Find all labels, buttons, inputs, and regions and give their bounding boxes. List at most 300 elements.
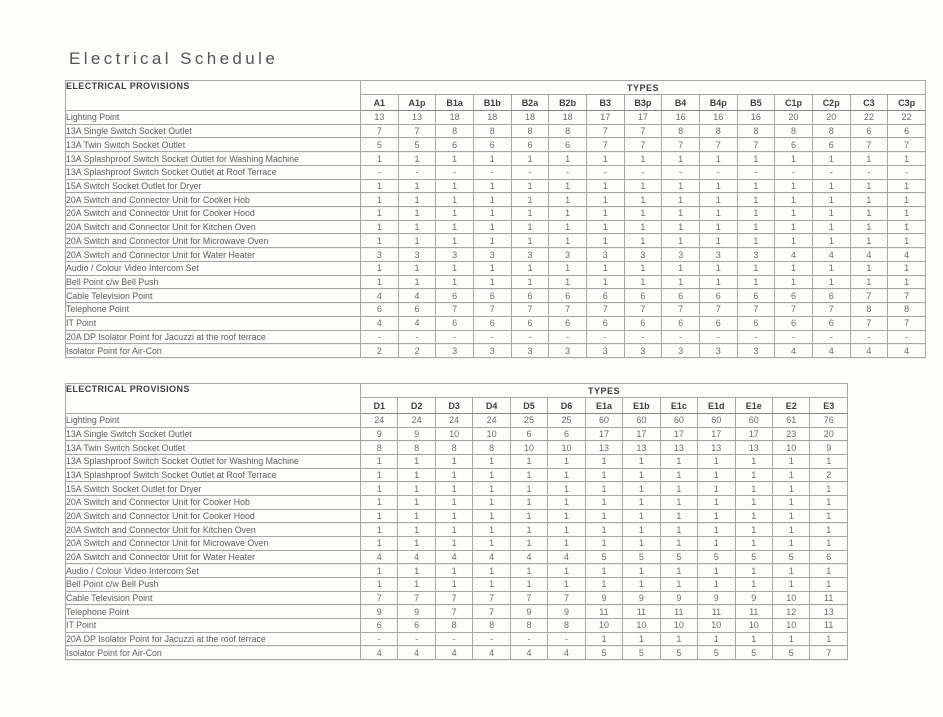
cell-value: 5 (623, 646, 660, 660)
cell-value: 1 (624, 220, 662, 234)
cell-value: 6 (850, 124, 888, 138)
row-label: 20A Switch and Connector Unit for Kitchen Oven (66, 523, 361, 537)
row-label: 15A Switch Socket Outlet for Dryer (66, 482, 361, 496)
table-row (66, 207, 926, 221)
cell-value: 1 (888, 275, 926, 289)
column-header: B1a (436, 95, 474, 111)
cell-value: 1 (698, 632, 735, 646)
cell-value: 6 (699, 289, 737, 303)
cell-value: 1 (775, 207, 813, 221)
cell-value: 7 (699, 303, 737, 317)
cell-value: 1 (888, 261, 926, 275)
cell-value: 1 (624, 261, 662, 275)
row-label: Cable Television Point (66, 591, 361, 605)
cell-value: 1 (624, 207, 662, 221)
cell-value: 1 (772, 468, 809, 482)
cell-value: 22 (850, 111, 888, 125)
cell-value: 1 (624, 152, 662, 166)
cell-value: 1 (549, 179, 587, 193)
cell-value: 1 (510, 536, 547, 550)
cell-value: 2 (810, 468, 848, 482)
cell-value: 1 (699, 207, 737, 221)
cell-value: 1 (549, 207, 587, 221)
table-row (66, 248, 926, 262)
provisions-header: ELECTRICAL PROVISIONS (66, 81, 361, 111)
cell-value: 3 (549, 248, 587, 262)
cell-value: 1 (735, 523, 772, 537)
cell-value: 9 (361, 427, 398, 441)
cell-value: 4 (361, 646, 398, 660)
table-row (66, 454, 848, 468)
cell-value: 1 (699, 261, 737, 275)
table-row (66, 111, 926, 125)
cell-value: 6 (775, 289, 813, 303)
cell-value: 6 (586, 316, 624, 330)
cell-value: 1 (398, 275, 436, 289)
cell-value: 1 (436, 193, 474, 207)
cell-value: 8 (511, 124, 549, 138)
table-row (66, 303, 926, 317)
cell-value: 1 (398, 495, 435, 509)
cell-value: 1 (698, 564, 735, 578)
cell-value: 1 (361, 234, 399, 248)
cell-value: 11 (810, 591, 848, 605)
cell-value: 4 (548, 550, 585, 564)
cell-value: 13 (623, 441, 660, 455)
cell-value: 1 (361, 482, 398, 496)
cell-value: 4 (812, 344, 850, 358)
row-label: 20A Switch and Connector Unit for Cooker Hood (66, 207, 361, 221)
row-label: 20A Switch and Connector Unit for Water Heater (66, 248, 361, 262)
cell-value: 11 (660, 605, 697, 619)
cell-value: - (361, 165, 399, 179)
cell-value: 1 (775, 220, 813, 234)
cell-value: 60 (698, 414, 735, 428)
cell-value: 10 (660, 618, 697, 632)
cell-value: 7 (398, 124, 436, 138)
cell-value: 8 (775, 124, 813, 138)
cell-value: 7 (775, 303, 813, 317)
cell-value: 1 (435, 468, 472, 482)
row-label: Audio / Colour Video Intercom Set (66, 261, 361, 275)
cell-value: 9 (361, 605, 398, 619)
cell-value: 13 (585, 441, 622, 455)
cell-value: 1 (810, 536, 848, 550)
cell-value: 1 (585, 468, 622, 482)
cell-value: 22 (888, 111, 926, 125)
cell-value: 1 (660, 632, 697, 646)
cell-value: 3 (473, 344, 511, 358)
cell-value: 3 (699, 248, 737, 262)
cell-value: 2 (398, 344, 436, 358)
column-header: E1d (698, 398, 735, 414)
cell-value: 2 (361, 344, 399, 358)
cell-value: 1 (398, 179, 436, 193)
cell-value: 6 (511, 289, 549, 303)
cell-value: 1 (888, 207, 926, 221)
cell-value: 10 (585, 618, 622, 632)
cell-value: 5 (772, 646, 809, 660)
table-row (66, 414, 848, 428)
table-row (66, 646, 848, 660)
cell-value: 7 (888, 316, 926, 330)
cell-value: 1 (549, 152, 587, 166)
cell-value: 1 (398, 152, 436, 166)
cell-value: 4 (361, 289, 399, 303)
cell-value: 5 (585, 646, 622, 660)
cell-value: 1 (361, 468, 398, 482)
table-row (66, 618, 848, 632)
cell-value: 17 (735, 427, 772, 441)
cell-value: 1 (775, 193, 813, 207)
cell-value: 7 (810, 646, 848, 660)
cell-value: 1 (772, 523, 809, 537)
cell-value: 1 (510, 468, 547, 482)
cell-value: 7 (435, 605, 472, 619)
cell-value: 1 (511, 234, 549, 248)
cell-value: 9 (810, 441, 848, 455)
cell-value: 1 (737, 261, 775, 275)
cell-value: 1 (623, 509, 660, 523)
cell-value: 1 (850, 261, 888, 275)
cell-value: 7 (586, 303, 624, 317)
cell-value: 1 (737, 193, 775, 207)
cell-value: - (775, 165, 813, 179)
cell-value: 1 (473, 275, 511, 289)
cell-value: 1 (548, 564, 585, 578)
row-label: Isolator Point for Air-Con (66, 344, 361, 358)
cell-value: 4 (398, 289, 436, 303)
cell-value: 1 (548, 536, 585, 550)
cell-value: 1 (548, 482, 585, 496)
cell-value: 1 (361, 454, 398, 468)
cell-value: 9 (548, 605, 585, 619)
row-label: Audio / Colour Video Intercom Set (66, 564, 361, 578)
cell-value: 1 (624, 179, 662, 193)
cell-value: 1 (586, 179, 624, 193)
row-label: Telephone Point (66, 303, 361, 317)
cell-value: 4 (398, 550, 435, 564)
cell-value: - (473, 330, 511, 344)
cell-value: 5 (398, 138, 436, 152)
cell-value: 1 (586, 152, 624, 166)
cell-value: 1 (660, 482, 697, 496)
cell-value: 1 (473, 454, 510, 468)
cell-value: 8 (510, 618, 547, 632)
cell-value: - (398, 632, 435, 646)
cell-value: 11 (698, 605, 735, 619)
row-label: 20A DP Isolator Point for Jacuzzi at the roof terrace (66, 330, 361, 344)
cell-value: 5 (585, 550, 622, 564)
column-header: C1p (775, 95, 813, 111)
cell-value: 6 (812, 138, 850, 152)
cell-value: 60 (660, 414, 697, 428)
cell-value: 4 (361, 550, 398, 564)
cell-value: 1 (398, 207, 436, 221)
cell-value: 1 (662, 275, 700, 289)
cell-value: 1 (473, 523, 510, 537)
cell-value: 1 (624, 234, 662, 248)
cell-value: 1 (473, 468, 510, 482)
schedule-table (65, 383, 848, 660)
table-row (66, 330, 926, 344)
table-row (66, 138, 926, 152)
column-header: D3 (435, 398, 472, 414)
cell-value: 1 (660, 509, 697, 523)
cell-value: 1 (623, 454, 660, 468)
cell-value: 25 (510, 414, 547, 428)
cell-value: 7 (850, 316, 888, 330)
column-header: E1a (585, 398, 622, 414)
cell-value: 60 (735, 414, 772, 428)
cell-value: 61 (772, 414, 809, 428)
cell-value: 1 (510, 523, 547, 537)
cell-value: 1 (436, 220, 474, 234)
cell-value: 17 (623, 427, 660, 441)
cell-value: 1 (585, 577, 622, 591)
cell-value: 1 (623, 632, 660, 646)
cell-value: 1 (473, 509, 510, 523)
row-label: 15A Switch Socket Outlet for Dryer (66, 179, 361, 193)
cell-value: 6 (398, 618, 435, 632)
cell-value: 5 (660, 550, 697, 564)
cell-value: 7 (662, 138, 700, 152)
cell-value: 9 (398, 427, 435, 441)
cell-value: 1 (585, 523, 622, 537)
cell-value: 8 (737, 124, 775, 138)
cell-value: 4 (510, 646, 547, 660)
cell-value: 1 (548, 509, 585, 523)
cell-value: 1 (361, 275, 399, 289)
cell-value: 7 (548, 591, 585, 605)
cell-value: 1 (549, 275, 587, 289)
table-row (66, 179, 926, 193)
cell-value: 1 (660, 454, 697, 468)
cell-value: 1 (660, 577, 697, 591)
cell-value: 1 (810, 482, 848, 496)
cell-value: 3 (586, 344, 624, 358)
cell-value: 1 (772, 454, 809, 468)
cell-value: 1 (361, 207, 399, 221)
table-row (66, 124, 926, 138)
provisions-header: ELECTRICAL PROVISIONS (66, 384, 361, 414)
cell-value: 4 (435, 550, 472, 564)
cell-value: 3 (436, 248, 474, 262)
cell-value: - (586, 165, 624, 179)
cell-value: 18 (511, 111, 549, 125)
cell-value: 4 (473, 646, 510, 660)
cell-value: 1 (473, 536, 510, 550)
column-header: C3 (850, 95, 888, 111)
cell-value: - (473, 632, 510, 646)
cell-value: 20 (810, 427, 848, 441)
table-row (66, 275, 926, 289)
cell-value: 1 (660, 468, 697, 482)
cell-value: 10 (623, 618, 660, 632)
cell-value: - (549, 330, 587, 344)
cell-value: 1 (699, 234, 737, 248)
column-header: A1 (361, 95, 399, 111)
cell-value: 3 (436, 344, 474, 358)
cell-value: 4 (775, 248, 813, 262)
cell-value: 1 (737, 179, 775, 193)
cell-value: 13 (361, 111, 399, 125)
cell-value: 1 (662, 193, 700, 207)
column-header: E2 (772, 398, 809, 414)
cell-value: 4 (850, 248, 888, 262)
cell-value: 8 (473, 124, 511, 138)
column-header: E3 (810, 398, 848, 414)
cell-value: 18 (436, 111, 474, 125)
cell-value: 20 (812, 111, 850, 125)
cell-value: 6 (436, 138, 474, 152)
cell-value: 1 (888, 152, 926, 166)
cell-value: 13 (660, 441, 697, 455)
column-header: B4 (662, 95, 700, 111)
cell-value: 3 (624, 248, 662, 262)
cell-value: 1 (361, 509, 398, 523)
cell-value: 4 (775, 344, 813, 358)
cell-value: 1 (735, 564, 772, 578)
cell-value: 1 (435, 509, 472, 523)
cell-value: 1 (662, 207, 700, 221)
cell-value: 7 (737, 303, 775, 317)
table-row (66, 564, 848, 578)
column-header: B3 (586, 95, 624, 111)
cell-value: 6 (888, 124, 926, 138)
column-header: B1b (473, 95, 511, 111)
cell-value: 24 (361, 414, 398, 428)
table-row (66, 605, 848, 619)
cell-value: 1 (772, 632, 809, 646)
cell-value: 6 (510, 427, 547, 441)
column-header: C2p (812, 95, 850, 111)
cell-value: 1 (435, 454, 472, 468)
cell-value: 1 (698, 468, 735, 482)
cell-value: 1 (549, 193, 587, 207)
cell-value: 6 (436, 316, 474, 330)
row-label: Bell Point c/w Bell Push (66, 275, 361, 289)
cell-value: 8 (662, 124, 700, 138)
row-label: Bell Point c/w Bell Push (66, 577, 361, 591)
row-label: 20A Switch and Connector Unit for Microwave Oven (66, 536, 361, 550)
cell-value: 1 (735, 632, 772, 646)
cell-value: 12 (772, 605, 809, 619)
cell-value: 1 (510, 495, 547, 509)
row-label: 20A Switch and Connector Unit for Cooker Hob (66, 495, 361, 509)
cell-value: 1 (698, 495, 735, 509)
cell-value: 1 (623, 468, 660, 482)
cell-value: 16 (662, 111, 700, 125)
cell-value: 3 (549, 344, 587, 358)
cell-value: 1 (850, 220, 888, 234)
table-row (66, 509, 848, 523)
cell-value: - (511, 330, 549, 344)
cell-value: 1 (662, 179, 700, 193)
cell-value: 1 (436, 261, 474, 275)
cell-value: 7 (361, 124, 399, 138)
cell-value: 1 (473, 564, 510, 578)
cell-value: - (624, 330, 662, 344)
cell-value: 1 (624, 275, 662, 289)
cell-value: 1 (698, 509, 735, 523)
cell-value: - (435, 632, 472, 646)
cell-value: 1 (624, 193, 662, 207)
cell-value: 8 (436, 124, 474, 138)
cell-value: 10 (435, 427, 472, 441)
cell-value: 3 (361, 248, 399, 262)
cell-value: 1 (361, 179, 399, 193)
column-header: B3p (624, 95, 662, 111)
cell-value: 17 (698, 427, 735, 441)
cell-value: 1 (735, 482, 772, 496)
row-label: 20A Switch and Connector Unit for Cooker Hob (66, 193, 361, 207)
cell-value: 1 (436, 152, 474, 166)
cell-value: 7 (473, 591, 510, 605)
cell-value: 1 (435, 564, 472, 578)
cell-value: 9 (735, 591, 772, 605)
cell-value: 7 (511, 303, 549, 317)
table-row (66, 427, 848, 441)
cell-value: 9 (660, 591, 697, 605)
cell-value: - (737, 165, 775, 179)
cell-value: - (436, 165, 474, 179)
table-row (66, 523, 848, 537)
row-label: Lighting Point (66, 111, 361, 125)
cell-value: 17 (660, 427, 697, 441)
cell-value: 1 (772, 482, 809, 496)
cell-value: 17 (624, 111, 662, 125)
cell-value: 13 (810, 605, 848, 619)
cell-value: 10 (510, 441, 547, 455)
cell-value: 7 (850, 289, 888, 303)
cell-value: 1 (888, 234, 926, 248)
cell-value: 1 (511, 193, 549, 207)
cell-value: 1 (735, 468, 772, 482)
cell-value: 1 (775, 179, 813, 193)
cell-value: 6 (549, 316, 587, 330)
cell-value: 1 (398, 536, 435, 550)
cell-value: 1 (850, 234, 888, 248)
cell-value: 4 (850, 344, 888, 358)
cell-value: - (662, 330, 700, 344)
cell-value: 1 (623, 495, 660, 509)
cell-value: 1 (812, 193, 850, 207)
cell-value: 24 (435, 414, 472, 428)
row-label: Isolator Point for Air-Con (66, 646, 361, 660)
cell-value: 1 (812, 261, 850, 275)
cell-value: 10 (473, 427, 510, 441)
cell-value: 1 (775, 275, 813, 289)
cell-value: 1 (548, 468, 585, 482)
cell-value: 1 (660, 495, 697, 509)
cell-value: 1 (436, 275, 474, 289)
row-label: Cable Television Point (66, 289, 361, 303)
cell-value: 5 (735, 646, 772, 660)
column-header: D4 (473, 398, 510, 414)
cell-value: 9 (623, 591, 660, 605)
cell-value: 7 (699, 138, 737, 152)
cell-value: 6 (361, 303, 399, 317)
column-header: B4p (699, 95, 737, 111)
cell-value: 16 (737, 111, 775, 125)
table-row (66, 468, 848, 482)
cell-value: 6 (662, 289, 700, 303)
cell-value: 1 (435, 577, 472, 591)
row-label: 13A Twin Switch Socket Outlet (66, 441, 361, 455)
cell-value: 6 (511, 316, 549, 330)
cell-value: 20 (775, 111, 813, 125)
